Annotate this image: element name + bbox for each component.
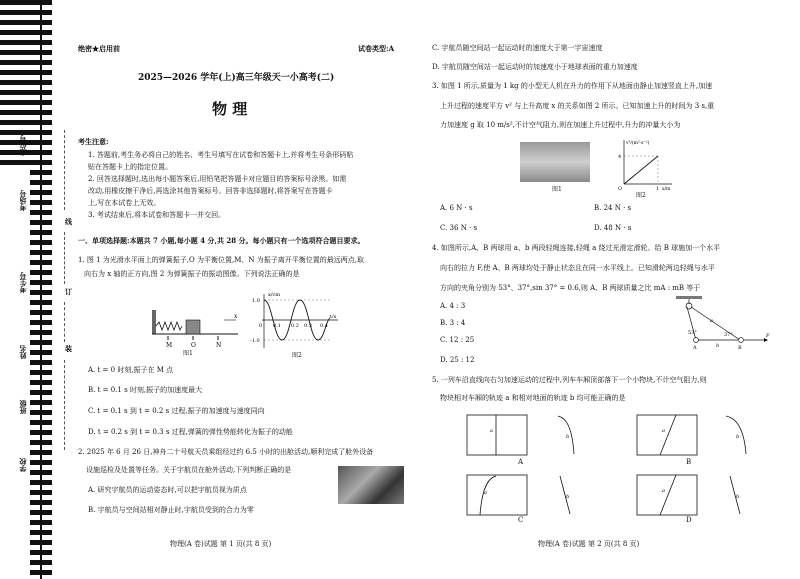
q3-stem-cont2: 力加速度 g 取 10 m/s²,不计空气阻力,则在加速上升过程中,升力的冲量大小为 (440, 121, 681, 129)
q1-graph-xlabel: t/s (330, 314, 337, 320)
margin-class-label: 班级 (18, 400, 27, 414)
margin-bind-pack: 装 (64, 345, 74, 352)
q4-option-c: C. 12 : 25 (440, 336, 475, 344)
margin-student-no-label: 考生号 (18, 272, 27, 293)
q4-pulley-figure (670, 294, 772, 352)
notice-heading: 考生注意: (78, 137, 109, 146)
margin-seat-label: 座位号 (18, 135, 27, 156)
q4-stem-cont2: 方向的夹角分别为 53°、37°,sin 37° = 0.6,则 A、B 两球质量之比 mA : mB 等于 (440, 284, 701, 292)
q1-graph-tick: 0.1 (273, 323, 281, 329)
q4-label-force: F (766, 333, 770, 339)
q5-option-d-label: D (686, 516, 692, 524)
q4-label-angle1: 53° (688, 330, 697, 336)
q5-c-label-b: b (566, 494, 570, 500)
notice-item: 贴在答题卡上的指定位置。 (88, 163, 172, 171)
q3-option-a: A. 6 N · s (440, 204, 473, 212)
q3-fig1-caption: 图1 (552, 186, 562, 193)
q1-spring-figure (150, 300, 240, 350)
q3-drone-photo (520, 142, 590, 182)
q1-label-o: O (191, 342, 196, 349)
q3-option-b: B. 24 N · s (594, 204, 632, 212)
q1-graph-tick: 0 (259, 323, 263, 329)
q4-stem: 4. 如图所示,A、B 两球用 a、b 两段轻绳连接,轻绳 a 绕过光滑定滑轮。给 B 球施加一个水平 (432, 244, 721, 252)
q1-graph-tick: 0.4 (320, 323, 328, 329)
subject-title: 物 理 (212, 100, 248, 118)
q1-vibration-graph (252, 290, 342, 352)
q5-option-d-figure (636, 474, 766, 518)
q3-v2x-graph (610, 138, 674, 192)
q1-fig1-caption: 图1 (183, 350, 193, 357)
q1-label-x: x (234, 313, 238, 320)
q4-label-a: a (710, 318, 713, 324)
notice-item: 2. 回答选择题时,选出每小题答案后,用铅笔把答题卡对应题目的答案标号涂黑。如需 (88, 175, 347, 183)
q1-option-c: C. t = 0.1 s 到 t = 0.2 s 过程,振子的加速度与速度同向 (88, 407, 265, 415)
q4-label-angle2: 37° (724, 332, 733, 338)
footer-page2: 物理(A 卷)试题 第 2 页(共 8 页) (538, 540, 640, 548)
q5-option-b-label: B (686, 458, 692, 466)
q3-graph-ytick: 4 (618, 154, 622, 160)
q1-option-d: D. t = 0.2 s 到 t = 0.3 s 过程,弹簧的弹性势能转化为振子的动能 (88, 428, 293, 436)
paper-type-label: 试卷类型:A (358, 44, 395, 53)
q2-stem: 2. 2025 年 6 月 26 日,神舟二十号航天员乘组经过约 6.5 小时的出舱活动,顺利完成了舱外设备 (78, 448, 374, 456)
q1-graph-ybot: -1.0 (250, 338, 260, 344)
q5-d-label-b: b (736, 494, 740, 500)
q3-stem-cont: 上升过程的速度平方 v² 与上升高度 x 的关系如图 2 所示。已知加速上升的时间为 3 s,重 (440, 102, 715, 110)
q1-graph-tick: 0.2 (291, 323, 299, 329)
q1-graph-ylabel: x/cm (268, 292, 281, 298)
q2-stem-cont: 设施巡检及处置等任务。关于宇航员在舱外活动,下列判断正确的是 (86, 466, 292, 474)
q1-option-a: A. t = 0 时刻,振子在 M 点 (88, 366, 174, 374)
q3-fig2-caption: 图2 (636, 192, 646, 199)
q2-option-c: C. 宇航员随空间站一起运动时的速度大于第一宇宙速度 (432, 44, 603, 52)
q5-a-label-b: b (566, 434, 570, 440)
q5-d-label-a: a (662, 488, 665, 494)
margin-exam-no-label: 考场号 (18, 190, 27, 211)
notice-item: 1. 答题前,考生务必将自己的姓名、考生号填写在试卷和答题卡上,并将考生号条形码粘 (88, 151, 354, 159)
exam-title: 2025—2026 学年(上)高三年级天一小高考(二) (138, 73, 335, 83)
q3-graph-ylabel: v²/(m²·s⁻²) (626, 141, 650, 146)
section-heading: 一、单项选择题:本题共 7 小题,每小题 4 分,共 28 分。每小题只有一个选项符合题目要求。 (78, 236, 365, 245)
q4-option-d: D. 25 : 12 (440, 356, 475, 364)
margin-bind-staple: 订 (64, 288, 74, 295)
margin-name-label: 姓名 (18, 345, 27, 359)
q1-stem: 1. 图 1 为光滑水平面上的弹簧振子,O 为平衡位置,M、N 为振子离开平衡位置的最远两点,取 (78, 256, 364, 264)
q2-option-b: B. 宇航员与空间站相对静止时,宇航员受到的合力为零 (88, 506, 254, 514)
notice-item: 改动,用橡皮擦干净后,再选涂其他答案标号。回答非选择题时,将答案写在答题卡 (88, 187, 333, 195)
secret-label: 绝密★启用前 (78, 44, 120, 53)
q2-option-a: A. 研究宇航员的运动姿态时,可以把宇航员视为质点 (88, 486, 247, 494)
q5-stem-cont: 物块相对车厢的轨迹 a 和相对地面的轨迹 b 均可能正确的是 (440, 394, 626, 402)
q4-option-b: B. 3 : 4 (440, 319, 466, 327)
notice-item: 3. 考试结束后,将本试卷和答题卡一并交回。 (88, 211, 226, 219)
q3-option-d: D. 48 N · s (594, 224, 632, 232)
q1-label-n: N (216, 342, 222, 349)
q1-graph-tick: 0.3 (304, 323, 312, 329)
q5-option-c-label: C (518, 516, 524, 524)
q1-fig2-caption: 图2 (292, 352, 302, 359)
q2-option-d: D. 宇航员随空间站一起运动时的加速度小于地球表面的重力加速度 (432, 63, 638, 71)
q1-option-b: B. t = 0.1 s 时刻,振子的加速度最大 (88, 386, 203, 394)
q4-label-ball-a: A (693, 345, 697, 351)
q1-label-m: M (166, 342, 173, 349)
q1-graph-ytop: 1.0 (252, 298, 260, 304)
q2-astronaut-photo (338, 466, 404, 504)
q5-a-label-a: a (490, 428, 493, 434)
q3-graph-xtick: 1 (656, 186, 660, 192)
notice-item: 上,写在本试卷上无效。 (88, 199, 161, 207)
q4-option-a: A. 4 : 3 (440, 302, 466, 310)
q4-label-b: b (716, 343, 720, 349)
margin-bind-line: 线 (64, 218, 74, 225)
q5-b-label-a: a (662, 428, 665, 434)
q5-option-a-label: A (518, 458, 524, 466)
q5-option-a-figure (466, 414, 596, 458)
q1-stem-cont: 向右为 x 轴的正方向,图 2 为弹簧振子的振动图像。下列说法正确的是 (84, 270, 300, 278)
q3-graph-xlabel: x/m (662, 187, 671, 192)
q4-label-ball-b: B (738, 345, 742, 351)
footer-page1: 物理(A 卷)试题 第 1 页(共 8 页) (170, 540, 272, 548)
q3-graph-origin: O (618, 186, 623, 192)
q5-option-c-figure (466, 474, 596, 518)
q5-b-label-b: b (736, 434, 740, 440)
margin-school-label: 学校 (18, 458, 27, 472)
q4-stem-cont: 向右的拉力 F,使 A、B 两球均处于静止状态且在同一水平线上。已知滑轮两边轻绳与水平 (440, 264, 715, 272)
q3-stem: 3. 如图 1 所示,质量为 1 kg 的小型无人机在升力的作用下从地面由静止加速竖直上升,加速 (432, 82, 713, 90)
q5-c-label-a: a (484, 490, 487, 496)
q5-stem: 5. 一列车沿直线向右匀加速运动的过程中,列车车厢顶部落下一个小物块,不计空气阻力,则 (432, 376, 707, 384)
q5-option-b-figure (636, 414, 766, 458)
q3-option-c: C. 36 N · s (440, 224, 478, 232)
